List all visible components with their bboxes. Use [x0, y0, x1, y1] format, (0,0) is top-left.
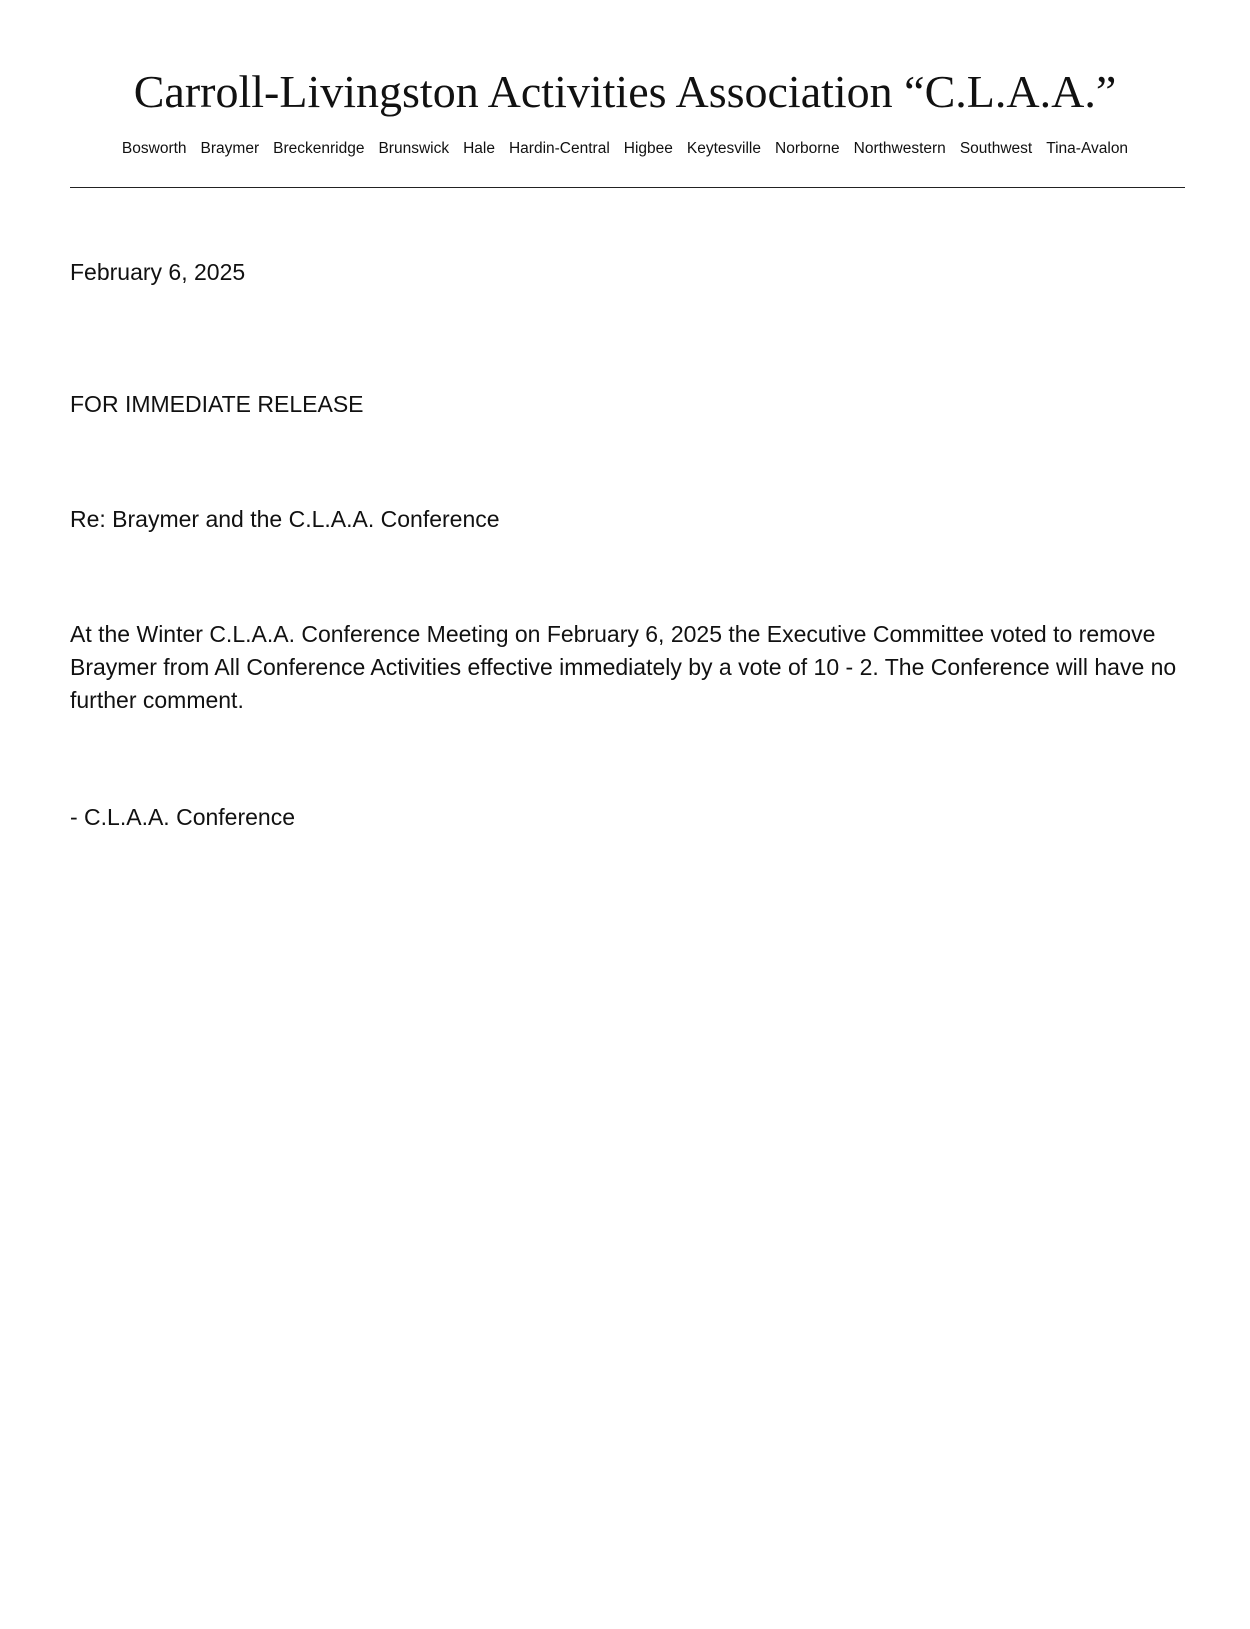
member-school: Breckenridge: [273, 140, 365, 157]
member-school: Hale: [463, 140, 495, 157]
member-school: Northwestern: [853, 140, 946, 157]
member-school: Norborne: [775, 140, 840, 157]
member-school: Brunswick: [378, 140, 450, 157]
letterhead-title: Carroll-Livingston Activities Association “C.L.A.A.”: [133, 66, 1117, 117]
letter-date: February 6, 2025: [70, 259, 246, 285]
member-school: Keytesville: [686, 140, 761, 157]
member-school: Bosworth: [121, 140, 187, 157]
member-school: Hardin-Central: [508, 140, 610, 157]
member-school: Braymer: [200, 140, 260, 157]
release-notice: FOR IMMEDIATE RELEASE: [70, 391, 364, 417]
letterhead-divider: [70, 187, 1185, 188]
signature: - C.L.A.A. Conference: [70, 804, 295, 830]
member-school: Higbee: [623, 140, 673, 157]
subject-line: Re: Braymer and the C.L.A.A. Conference: [70, 506, 500, 532]
statement-paragraph: At the Winter C.L.A.A. Conference Meeting on February 6, 2025 the Executive Committee voted to remove Braymer from All Conference Activities effective immediately by a vote of 10 - 2. The Conference will have no further comment.: [70, 621, 1177, 713]
member-schools-list: [0, 138, 1250, 160]
member-school: Southwest: [959, 140, 1033, 157]
member-school: Tina-Avalon: [1046, 140, 1129, 157]
